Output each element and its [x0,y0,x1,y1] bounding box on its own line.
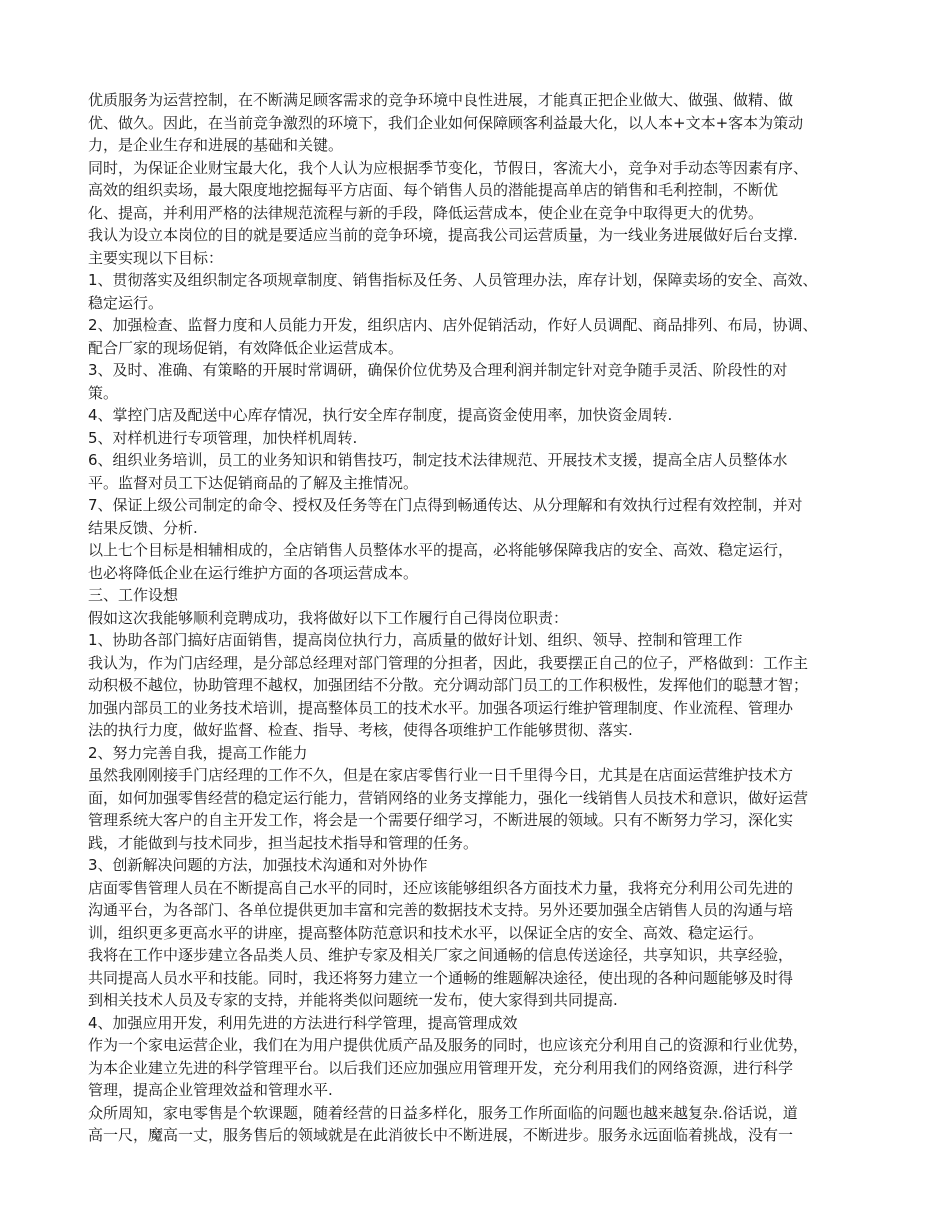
document-page [88,89,878,1147]
list-item-goal-1: 1、贯彻落实及组织制定各项规章制度、销售指标及任务、人员管理办法，库存计划，保障卖场的安全、高效、 稳定运行。 [88,271,818,312]
list-item-goal-4: 4、掌控门店及配送中心库存情况，执行安全库存制度，提高资金使用率，加快资金周转. [88,406,673,424]
paragraph-position-purpose: 我认为设立本岗位的目的就是要适应当前的竞争环境，提高我公司运营质量，为一线业务进展做好后台支撑. 主要实现以下目标： [88,226,798,267]
subheading-plan-1: 1、协助各部门搞好店面销售，提高岗位执行力，高质量的做好计划、组织、领导、控制和管理工作 [88,631,743,649]
list-item-goal-3: 3、及时、准确、有策略的开展时常调研，确保价位优势及合理利润并制定针对竞争随手灵活、阶段性的对 策。 [88,361,788,402]
subheading-plan-4: 4、加强应用开发，利用先进的方法进行科学管理，提高管理成效 [88,1013,518,1032]
paragraph-intro-quality-service: 优质服务为运营控制，在不断满足顾客需求的竞争环境中良性进展，才能真正把企业做大、做强、做精、做 优、做久。因此，在当前竞争激烈的环境下，我们企业如何保障顾客利益最大化，以人本+文本+客本为策动 力，是企业生存和进展的基础和关键。 [88,91,804,154]
paragraph-appliance-retail: 众所周知，家电零售是个软课题，随着经营的日益多样化，服务工作所面临的问题也越来越复杂.俗话说，道 高一尺，魔高一丈，服务售后的领域就是在此消彼长中不断进展，不断进步。服务永远面临着挑战，没有一 [88,1103,798,1144]
paragraph-work-plan-intro: 假如这次我能够顺利竞聘成功，我将做好以下工作履行自己得岗位职责： [88,608,569,627]
paragraph-plan-1-body: 我认为，作为门店经理，是分部总经理对部门管理的分担者，因此，我要摆正自己的位子，严格做到：工作主 动积极不越位，协助管理不越权，加强团结不分散。充分调动部门员工的工作积极性，发挥他们的聪慧才智； 加强内部员工的业务技术培训，提高整体员工的技术水平。加强各项运行维护管理制度、作业流程、管理办 法的执行力度，做好监督、检查、指导、考核，使得各项维护工作能够贯彻、落实. [88,653,809,739]
section-heading-work-plan: 三、工作设想 [88,586,179,604]
list-item-goal-6: 6、组织业务培训，员工的业务知识和销售技巧，制定技术法律规范、开展技术支援，提高全店人员整体水 平。监督对员工下达促销商品的了解及主推情况。 [88,451,788,492]
paragraph-plan-3-body-b: 我将在工作中逐步建立各品类人员、维护专家及相关厂家之间通畅的信息传送途径，共享知识，共享经验， 共同提高人员水平和技能。同时，我还将努力建立一个通畅的维题解决途径，使出现的各种问题能够及时得 到相关技术人员及专家的支持，并能将类似问题统一发布，使大家得到共同提高. [88,946,794,1009]
subheading-plan-3: 3、创新解决问题的方法，加强技术沟通和对外协作 [88,856,428,874]
list-item-goal-2: 2、加强检查、监督力度和人员能力开发，组织店内、店外促销活动，作好人员调配、商品排列、布局，协调、 配合厂家的现场促销，有效降低企业运营成本。 [88,316,818,357]
paragraph-goals-summary: 以上七个目标是相辅相成的，全店销售人员整体水平的提高，必将能够保障我店的安全、高效、稳定运行， 也必将降低企业在运行维护方面的各项运营成本。 [88,541,794,582]
paragraph-plan-4-body: 作为一个家电运营企业，我们在为用户提供优质产品及服务的同时，也应该充分利用自己的资源和行业优势， 为本企业建立先进的科学管理平台。以后我们还应加强应用管理开发，充分利用我们的网络资源，进行科学 管理，提高企业管理效益和管理水平. [88,1036,809,1099]
list-item-goal-5: 5、对样机进行专项管理，加快样机周转. [88,428,358,447]
list-item-goal-7: 7、保证上级公司制定的命令、授权及任务等在门点得到畅通传达、从分理解和有效执行过程有效控制，并对 结果反馈、分析. [88,496,803,537]
paragraph-plan-3-body-a: 店面零售管理人员在不断提高自己水平的同时，还应该能够组织各方面技术力量，我将充分利用公司先进的 沟通平台，为各部门、各单位提供更加丰富和完善的数据技术支持。另外还要加强全店销售人员的沟通与培 训，组织更多更高水平的讲座，提高整体防范意识和技术水平，以保证全店的安全、高效、稳定运行。 [88,878,794,942]
paragraph-plan-2-body: 虽然我刚刚接手门店经理的工作不久，但是在家店零售行业一日千里得今日，尤其是在店面运营维护技术方 面，如何加强零售经营的稳定运行能力，营销网络的业务支撑能力，强化一线销售人员技术和意识，做好运营 管理系统大客户的自主开发工作，将会是一个需要仔细学习，不断进展的领域。只有不断努力学习，深化实 践，才能做到与技术同步，担当起技术指导和管理的任务。 [88,766,809,852]
paragraph-wealth-maximization: 同时，为保证企业财宝最大化，我个人认为应根据季节变化，节假日，客流大小，竞争对手动态等因素有序、 高效的组织卖场，最大限度地挖掘每平方店面、每个销售人员的潜能提高单店的销售和毛利控制，不断优 化、提高，并利用严格的法律规范流程与新的手段，降低运营成本，使企业在竞争中取得更大的优势。 [88,158,809,222]
subheading-plan-2: 2、努力完善自我，提高工作能力 [88,743,308,762]
